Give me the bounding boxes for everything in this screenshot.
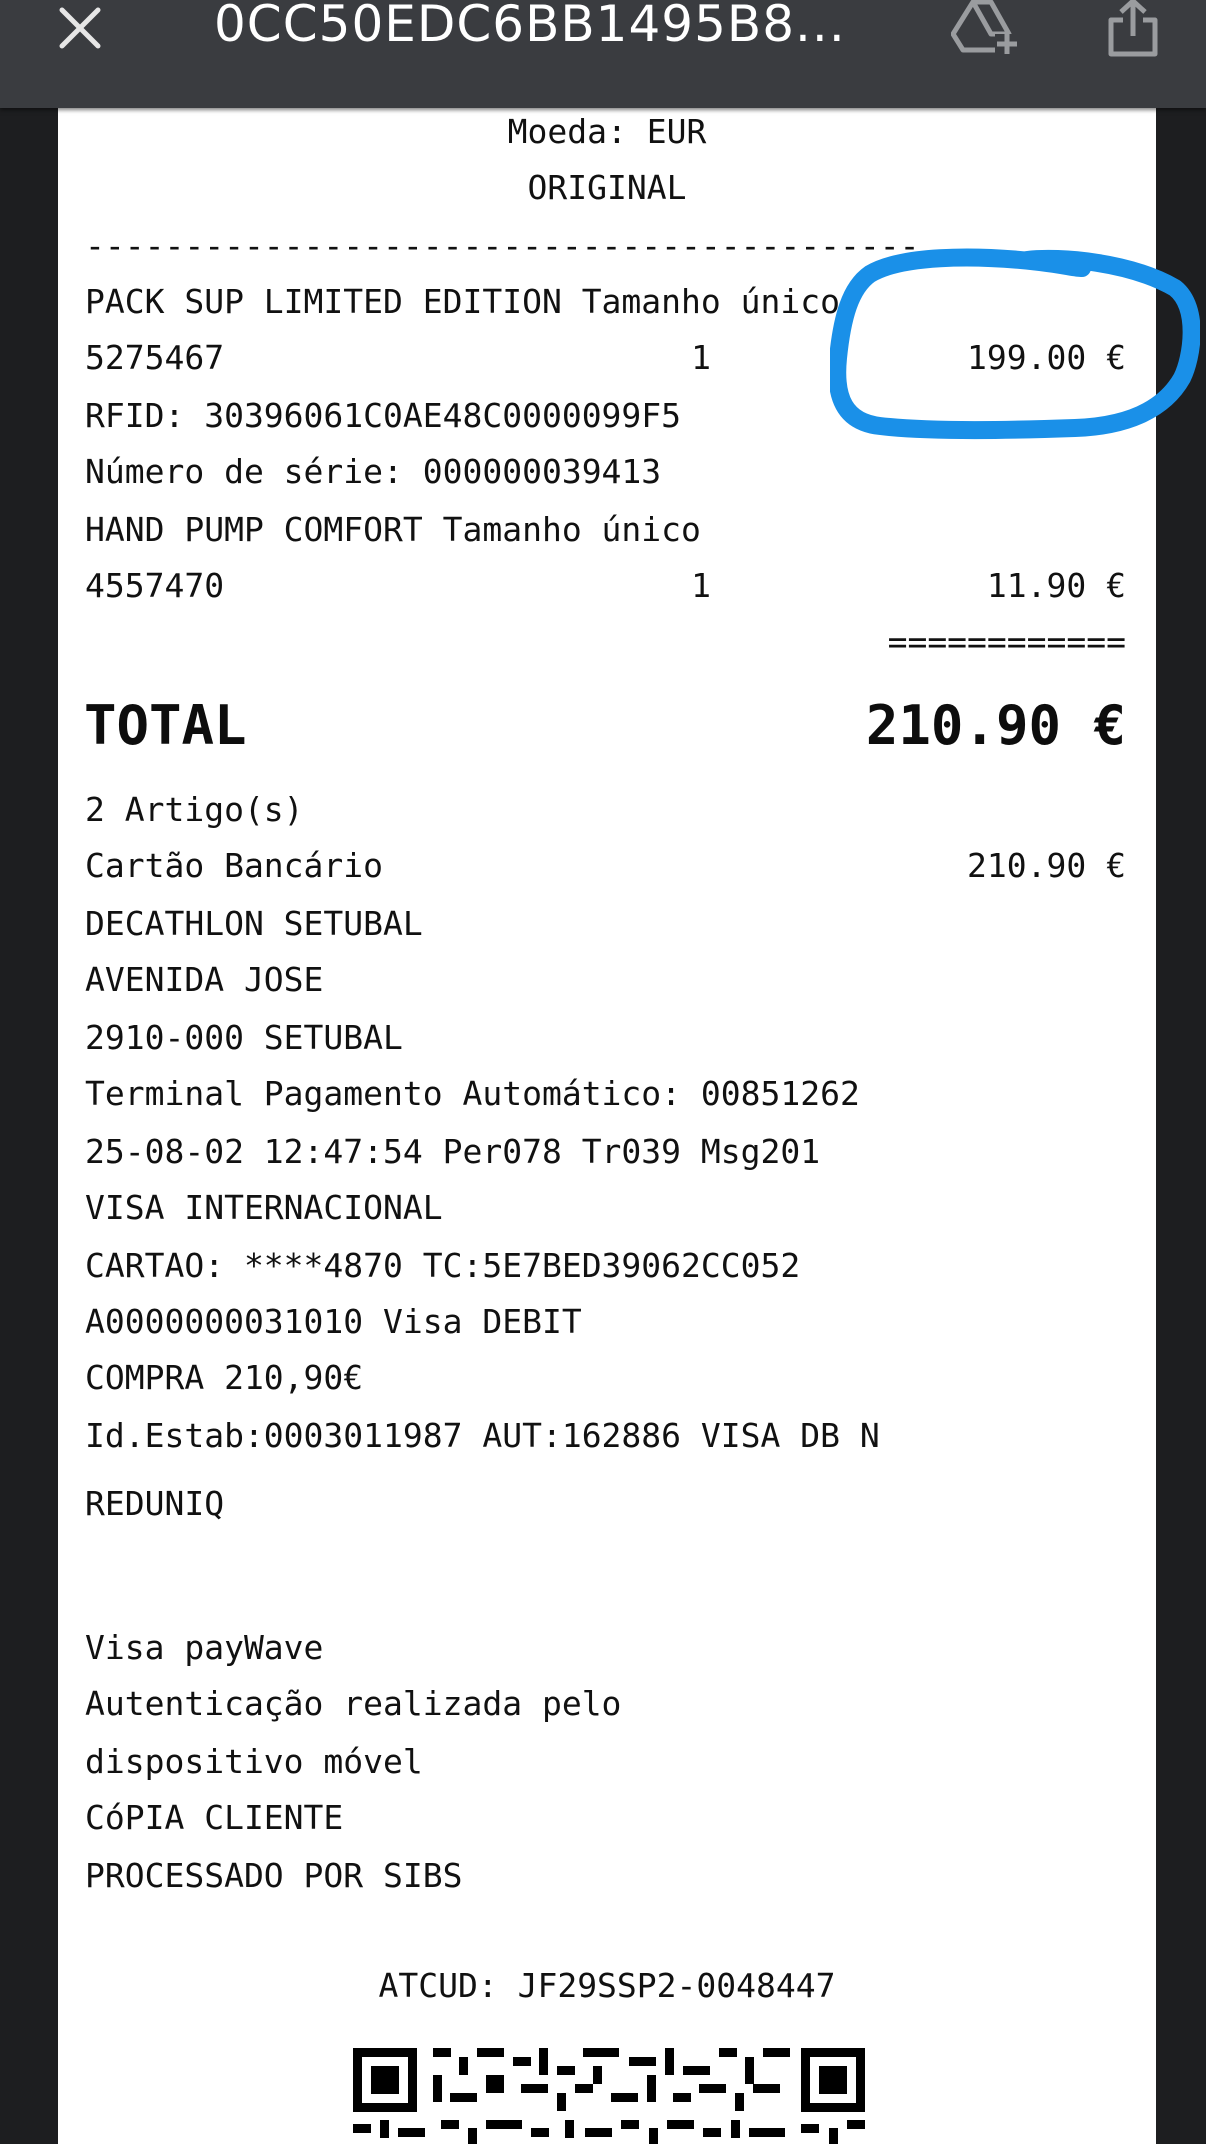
separator-line: ------------------------------------------ <box>85 226 920 265</box>
document-title: 0CC50EDC6BB1495B8... <box>214 0 846 53</box>
store-line: 25-08-02 12:47:54 Per078 Tr039 Msg201 <box>85 1132 821 1171</box>
store-line: CARTAO: ****4870 TC:5E7BED39062CC052 <box>85 1246 801 1285</box>
qr-code-graphic <box>353 2048 865 2144</box>
store-line: 2910-000 SETUBAL <box>85 1018 403 1057</box>
store-line: Terminal Pagamento Automático: 00851262 <box>85 1074 860 1113</box>
store-line: REDUNIQ <box>85 1484 225 1523</box>
store-line: VISA INTERNACIONAL <box>85 1188 443 1227</box>
store-line: COMPRA 210,90€ <box>85 1358 364 1397</box>
item-name: HAND PUMP COMFORT Tamanho único <box>85 510 701 549</box>
share-button[interactable] <box>1100 0 1166 60</box>
footer-line: Visa payWave <box>85 1628 324 1667</box>
item-amount: 199.00 € <box>967 338 1126 377</box>
payment-amount: 210.90 € <box>967 846 1126 885</box>
item-amount: 11.90 € <box>986 566 1126 605</box>
footer-line: Autenticação realizada pelo <box>85 1684 622 1723</box>
item-code: 4557470 <box>85 566 225 605</box>
store-line: A0000000031010 Visa DEBIT <box>85 1302 582 1341</box>
add-to-drive-icon <box>951 0 1019 54</box>
receipt-page <box>58 108 1156 2144</box>
atcud-code: ATCUD: JF29SSP2-0048447 <box>378 1966 836 2005</box>
total-label: TOTAL <box>84 694 247 757</box>
item-qty: 1 <box>691 338 711 377</box>
qr-code <box>353 2048 865 2144</box>
item-serial: Número de série: 000000039413 <box>85 452 662 491</box>
store-line: DECATHLON SETUBAL <box>85 904 423 943</box>
footer-line: dispositivo móvel <box>85 1742 423 1781</box>
item-qty: 1 <box>691 566 711 605</box>
item-rfid: RFID: 30396061C0AE48C0000099F5 <box>85 396 682 435</box>
store-line: Id.Estab:0003011987 AUT:162886 VISA DB N <box>85 1416 880 1455</box>
item-name: PACK SUP LIMITED EDITION Tamanho único <box>85 282 840 321</box>
currency-line: Moeda: EUR <box>507 112 707 151</box>
copy-type: ORIGINAL <box>527 168 687 207</box>
close-button[interactable] <box>52 0 108 56</box>
add-to-drive-button[interactable] <box>950 0 1020 56</box>
footer-line: CóPIA CLIENTE <box>85 1798 344 1837</box>
store-line: AVENIDA JOSE <box>85 960 324 999</box>
article-count: 2 Artigo(s) <box>85 790 304 829</box>
payment-method: Cartão Bancário <box>85 846 384 885</box>
app-bar <box>0 0 1206 108</box>
share-icon <box>1105 0 1161 58</box>
close-icon <box>57 5 103 51</box>
footer-line: PROCESSADO POR SIBS <box>85 1856 463 1895</box>
total-separator: ============ <box>887 622 1126 661</box>
item-code: 5275467 <box>85 338 225 377</box>
total-amount: 210.90 € <box>865 694 1126 757</box>
